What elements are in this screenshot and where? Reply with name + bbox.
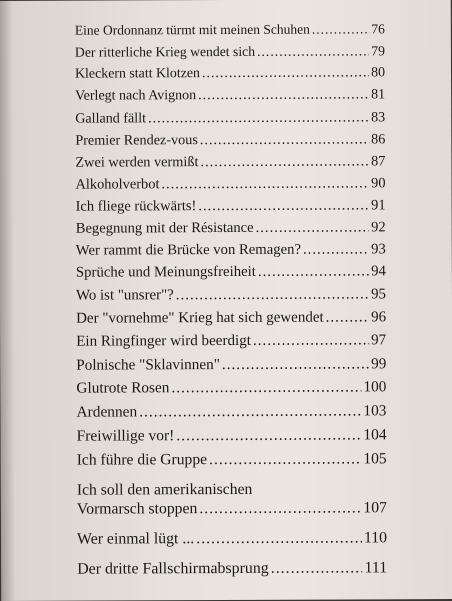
toc-entry xyxy=(75,175,385,198)
toc-entry-title: Begegnung mit der Résistance xyxy=(75,219,254,237)
dot-leader xyxy=(198,197,369,215)
toc-entry xyxy=(76,309,386,333)
toc-entry-multiline xyxy=(77,480,387,530)
toc-entry xyxy=(76,402,386,427)
table-of-contents xyxy=(75,21,387,586)
toc-entry-page: 92 xyxy=(371,219,386,236)
dot-leader xyxy=(271,559,363,577)
toc-entry-page: 81 xyxy=(371,87,386,103)
toc-entry-title: Der ritterliche Krieg wendet sich xyxy=(74,43,256,60)
toc-entry xyxy=(76,355,386,379)
toc-entry-page: 100 xyxy=(363,378,387,396)
toc-entry xyxy=(77,450,387,481)
toc-entry-page: 79 xyxy=(371,43,385,59)
toc-entry-page: 91 xyxy=(371,197,386,214)
toc-entry-page: 110 xyxy=(363,529,388,547)
toc-entry-page: 103 xyxy=(363,402,387,420)
toc-entry xyxy=(75,131,385,154)
toc-entry xyxy=(77,499,387,530)
toc-entry-title: Galland fällt xyxy=(75,110,147,127)
toc-entry-title: Glutrote Rosen xyxy=(76,379,170,397)
toc-entry-page: 104 xyxy=(363,426,387,444)
toc-entry-title: Wo ist "unsrer"? xyxy=(75,287,174,304)
toc-entry-page: 96 xyxy=(371,309,387,326)
toc-entry-title-line1: Ich soll den amerikanischen xyxy=(76,480,253,499)
toc-entry-page: 87 xyxy=(371,153,386,170)
dot-leader xyxy=(303,241,369,258)
toc-entry-page: 105 xyxy=(363,450,387,468)
toc-entry-page: 93 xyxy=(371,241,386,258)
toc-entry xyxy=(77,426,387,451)
dot-leader xyxy=(202,65,369,82)
toc-entry xyxy=(75,153,385,176)
toc-entry-title: Premier Rendez-vous xyxy=(75,132,198,149)
toc-entry-title: Zwei werden vermißt xyxy=(75,154,199,171)
toc-entry xyxy=(76,197,386,220)
dot-leader xyxy=(200,153,369,171)
dot-leader xyxy=(253,332,369,350)
toc-entry-title: Ich fliege rückwärts! xyxy=(75,198,197,215)
dot-leader xyxy=(176,286,369,304)
toc-entry-page: 90 xyxy=(371,175,386,192)
toc-entry xyxy=(75,65,385,88)
dot-leader xyxy=(161,175,369,193)
toc-entry xyxy=(77,529,387,560)
toc-entry-title: Kleckern statt Klotzen xyxy=(74,66,201,82)
dot-leader xyxy=(139,402,361,421)
toc-entry-page: 99 xyxy=(371,355,387,373)
dot-leader xyxy=(198,87,369,104)
toc-entry-title: Der dritte Fallschirmabsprung xyxy=(77,559,269,578)
toc-entry-page: 97 xyxy=(371,332,387,349)
toc-entry xyxy=(75,87,385,110)
toc-entry-page: 111 xyxy=(364,559,388,577)
toc-entry-page: 76 xyxy=(371,21,385,37)
toc-entry-page: 95 xyxy=(371,286,387,303)
toc-entry-title: Eine Ordonnanz türmt mit meinen Schuhen xyxy=(74,21,310,38)
dot-leader xyxy=(326,309,369,326)
toc-entry-page: 107 xyxy=(363,499,387,517)
dot-leader xyxy=(148,109,369,127)
page-gutter-shadow xyxy=(0,1,15,601)
toc-entry xyxy=(75,21,385,44)
dot-leader xyxy=(171,378,361,397)
toc-entry xyxy=(76,219,386,242)
toc-entry-title: Sprüche und Meinungsfreiheit xyxy=(75,263,256,281)
toc-entry-title: Der "vornehme" Krieg hat sich gewendet xyxy=(76,309,324,327)
toc-entry-title: Freiwillige vor! xyxy=(76,427,175,445)
dot-leader xyxy=(209,450,361,469)
toc-entry-page: 80 xyxy=(371,65,386,81)
toc-entry xyxy=(75,109,385,132)
dot-leader xyxy=(312,21,369,37)
toc-entry-title: Ein Ringfinger wird beerdigt xyxy=(76,332,252,350)
toc-entry-page: 94 xyxy=(371,263,386,280)
toc-entry-page: 86 xyxy=(371,131,386,148)
toc-entry xyxy=(76,241,386,264)
toc-entry xyxy=(75,43,385,66)
dot-leader xyxy=(196,529,362,548)
toc-entry xyxy=(76,263,386,287)
dot-leader xyxy=(258,263,369,280)
dot-leader xyxy=(176,426,361,445)
toc-entry-title: Vormarsch stoppen xyxy=(76,500,198,518)
toc-entry xyxy=(76,286,386,310)
dot-leader xyxy=(257,43,369,59)
dot-leader xyxy=(256,219,370,236)
dot-leader xyxy=(200,131,369,149)
toc-entry-title: Wer einmal lügt ... xyxy=(77,530,195,548)
toc-entry-title: Ardennen xyxy=(76,403,138,421)
dot-leader xyxy=(199,499,361,518)
dot-leader xyxy=(222,355,369,374)
toc-entry-title: Alkoholverbot xyxy=(75,176,160,193)
toc-entry-title: Ich führe die Gruppe xyxy=(76,451,208,469)
toc-entry xyxy=(76,378,386,403)
toc-entry-page: 83 xyxy=(371,109,386,126)
toc-entry xyxy=(77,559,387,586)
toc-entry-title: Polnische "Sklavinnen" xyxy=(76,356,220,374)
toc-entry-title: Wer rammt die Brücke von Remagen? xyxy=(75,241,301,259)
toc-entry xyxy=(76,332,386,356)
toc-entry-title: Verlegt nach Avignon xyxy=(75,88,197,104)
